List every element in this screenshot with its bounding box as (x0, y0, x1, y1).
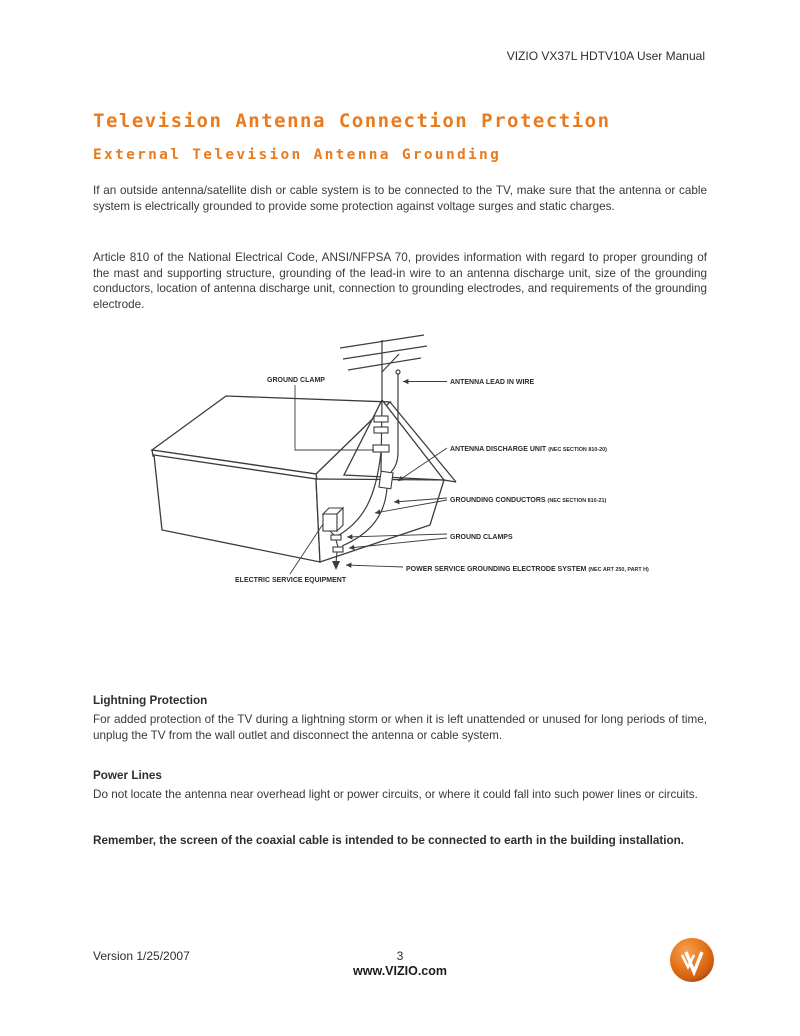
grounding-diagram (150, 332, 660, 592)
footer-version: Version 1/25/2007 (93, 949, 190, 963)
grounding-diagram-svg (150, 332, 660, 592)
vizio-logo-icon (668, 936, 716, 984)
label-ground-clamps: GROUND CLAMPS (450, 534, 513, 541)
paragraph-intro: If an outside antenna/satellite dish or cable system is to be connected to the TV, make sure that the antenna or cable system is electrically grounded to provide some protection against voltage surges and static charges. (93, 184, 707, 213)
label-antenna-discharge-unit: ANTENNA DISCHARGE UNIT (NEC SECTION 810-20) (450, 446, 607, 453)
ground-clamps-parts (331, 535, 343, 570)
antenna-discharge-unit-part (379, 471, 393, 489)
footer-page-number: 3 (396, 949, 404, 963)
section-body-lightning-protection: For added protection of the TV during a lightning storm or when it is left unattended or unused for long periods of time, unplug the TV from the wall outlet and disconnect the antenna or cable system. (93, 713, 707, 742)
manual-header: VIZIO VX37L HDTV10A User Manual (506, 49, 705, 63)
paragraph-article-810: Article 810 of the National Electrical Code, ANSI/NFPSA 70, provides information with regard to proper grounding of the mast and supporting structure, grounding of the lead-in wire to an antenna discharge unit, size of the grounding conductors, location of antenna discharge unit, connection to grounding electrodes, and requirements of the grounding electrode. (93, 251, 707, 311)
note-remember: Remember, the screen of the coaxial cable is intended to be connected to earth in the building installation. (93, 833, 684, 847)
label-grounding-conductors: GROUNDING CONDUCTORS (NEC SECTION 810-21) (450, 497, 607, 504)
section-subtitle: External Television Antenna Grounding (93, 147, 502, 163)
label-power-service-grounding: POWER SERVICE GROUNDING ELECTRODE SYSTEM (NEC ART 250, PART H) (406, 566, 649, 573)
label-ground-clamp: GROUND CLAMP (267, 377, 325, 384)
section-heading-power-lines: Power Lines (93, 769, 162, 782)
footer-website: www.VIZIO.com (353, 964, 447, 978)
vizio-logo (668, 936, 716, 984)
label-antenna-lead-in-wire: ANTENNA LEAD IN WIRE (450, 379, 535, 386)
ground-rod-arrow (332, 561, 340, 570)
lower-sections (93, 694, 707, 848)
section-body-power-lines: Do not locate the antenna near overhead light or power circuits, or where it could fall into such power lines or circuits. (93, 788, 698, 801)
page-title: Television Antenna Connection Protection (93, 110, 611, 132)
house-outline (152, 396, 456, 562)
ground-clamp-part (373, 445, 389, 452)
section-heading-lightning-protection: Lightning Protection (93, 694, 208, 707)
label-electric-service-equipment: ELECTRIC SERVICE EQUIPMENT (235, 577, 347, 584)
